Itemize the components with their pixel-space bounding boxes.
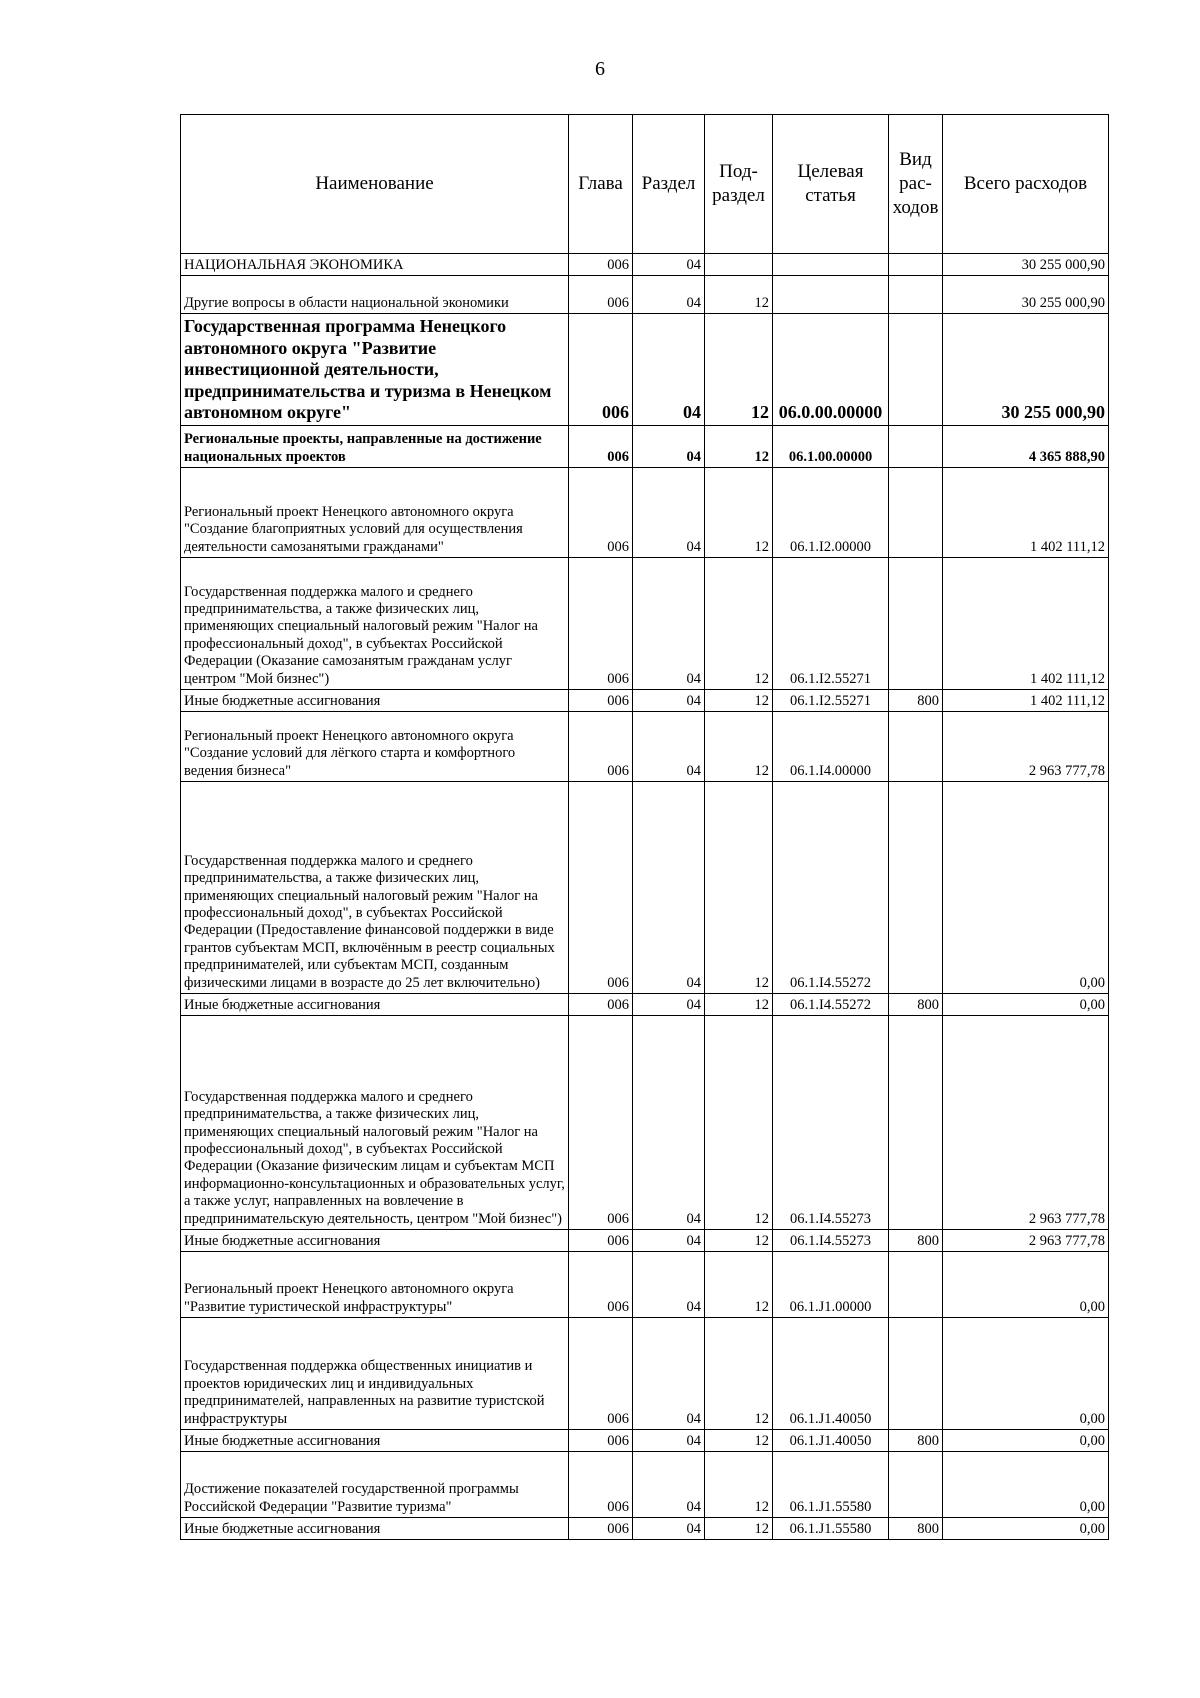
cell-glava: 006 <box>569 1518 633 1540</box>
cell-razdel: 04 <box>633 1452 705 1518</box>
cell-podrazdel: 12 <box>705 1452 773 1518</box>
cell-podrazdel <box>705 254 773 276</box>
cell-glava: 006 <box>569 690 633 712</box>
cell-name: Иные бюджетные ассигнования <box>181 1230 569 1252</box>
cell-podrazdel: 12 <box>705 1318 773 1430</box>
cell-total: 30 255 000,90 <box>943 276 1109 314</box>
cell-statya: 06.1.I4.55273 <box>773 1016 889 1230</box>
cell-name: Достижение показателей государственной программы Российской Федерации "Развитие туризма" <box>181 1452 569 1518</box>
cell-glava: 006 <box>569 712 633 782</box>
cell-podrazdel: 12 <box>705 276 773 314</box>
cell-total: 0,00 <box>943 994 1109 1016</box>
cell-podrazdel: 12 <box>705 782 773 994</box>
cell-razdel: 04 <box>633 1252 705 1318</box>
table-row <box>181 1318 1109 1430</box>
cell-total: 0,00 <box>943 1318 1109 1430</box>
cell-total: 1 402 111,12 <box>943 690 1109 712</box>
cell-total: 30 255 000,90 <box>943 314 1109 426</box>
cell-glava: 006 <box>569 1452 633 1518</box>
table-row <box>181 468 1109 558</box>
cell-glava: 006 <box>569 1230 633 1252</box>
cell-razdel: 04 <box>633 1230 705 1252</box>
cell-vid <box>889 426 943 468</box>
table-row <box>181 994 1109 1016</box>
cell-podrazdel: 12 <box>705 1230 773 1252</box>
cell-statya: 06.1.I4.00000 <box>773 712 889 782</box>
cell-podrazdel: 12 <box>705 558 773 690</box>
cell-vid: 800 <box>889 1230 943 1252</box>
cell-razdel: 04 <box>633 1518 705 1540</box>
cell-vid <box>889 782 943 994</box>
header-razdel: Раздел <box>633 115 705 254</box>
cell-razdel: 04 <box>633 712 705 782</box>
cell-name: Региональный проект Ненецкого автономного округа "Развитие туристической инфраструктуры" <box>181 1252 569 1318</box>
header-glava: Глава <box>569 115 633 254</box>
cell-podrazdel: 12 <box>705 1016 773 1230</box>
cell-name: Региональный проект Ненецкого автономного округа "Создание благоприятных условий для осуществления деятельности самозанятыми гражданами" <box>181 468 569 558</box>
cell-glava: 006 <box>569 314 633 426</box>
table-row <box>181 1518 1109 1540</box>
table-header <box>181 115 1109 254</box>
cell-name: НАЦИОНАЛЬНАЯ ЭКОНОМИКА <box>181 254 569 276</box>
cell-vid <box>889 468 943 558</box>
cell-statya: 06.1.J1.55580 <box>773 1452 889 1518</box>
table-row <box>181 276 1109 314</box>
table-row <box>181 1252 1109 1318</box>
cell-glava: 006 <box>569 468 633 558</box>
table-row <box>181 1430 1109 1452</box>
cell-vid <box>889 558 943 690</box>
table-row <box>181 254 1109 276</box>
cell-vid <box>889 254 943 276</box>
header-total: Всего расходов <box>943 115 1109 254</box>
table-row <box>181 1230 1109 1252</box>
cell-statya: 06.0.00.00000 <box>773 314 889 426</box>
table-row <box>181 558 1109 690</box>
table-row <box>181 712 1109 782</box>
cell-razdel: 04 <box>633 468 705 558</box>
cell-razdel: 04 <box>633 994 705 1016</box>
cell-name: Государственная поддержка общественных инициатив и проектов юридических лиц и индивидуальных предпринимателей, направленных на развитие туристской инфраструктуры <box>181 1318 569 1430</box>
cell-razdel: 04 <box>633 1318 705 1430</box>
cell-podrazdel: 12 <box>705 1252 773 1318</box>
cell-glava: 006 <box>569 1318 633 1430</box>
cell-glava: 006 <box>569 276 633 314</box>
cell-vid <box>889 1452 943 1518</box>
cell-vid: 800 <box>889 994 943 1016</box>
cell-vid <box>889 314 943 426</box>
cell-vid <box>889 1252 943 1318</box>
cell-statya <box>773 254 889 276</box>
cell-vid <box>889 712 943 782</box>
cell-podrazdel: 12 <box>705 1430 773 1452</box>
cell-statya: 06.1.I4.55272 <box>773 782 889 994</box>
cell-name: Государственная поддержка малого и среднего предпринимательства, а также физических лиц, применяющих специальный налоговый режим "Налог на профессиональный доход", в субъектах Российской Федерации (Предоставление финансовой поддержки в виде грантов субъектам МСП, включённым в реестр социальных предпринимателей, или субъектам МСП, созданным физическими лицами в возрасте до 25 лет включительно) <box>181 782 569 994</box>
cell-total: 1 402 111,12 <box>943 468 1109 558</box>
cell-total: 4 365 888,90 <box>943 426 1109 468</box>
cell-total: 30 255 000,90 <box>943 254 1109 276</box>
cell-name: Региональные проекты, направленные на достижение национальных проектов <box>181 426 569 468</box>
cell-name: Иные бюджетные ассигнования <box>181 1430 569 1452</box>
cell-razdel: 04 <box>633 690 705 712</box>
table-row <box>181 314 1109 426</box>
cell-podrazdel: 12 <box>705 1518 773 1540</box>
cell-name: Иные бюджетные ассигнования <box>181 994 569 1016</box>
page-number: 6 <box>595 58 605 80</box>
cell-vid: 800 <box>889 1518 943 1540</box>
cell-total: 0,00 <box>943 1252 1109 1318</box>
cell-glava: 006 <box>569 782 633 994</box>
cell-razdel: 04 <box>633 276 705 314</box>
table-row <box>181 426 1109 468</box>
cell-statya: 06.1.J1.55580 <box>773 1518 889 1540</box>
cell-podrazdel: 12 <box>705 690 773 712</box>
table-row <box>181 782 1109 994</box>
cell-podrazdel: 12 <box>705 994 773 1016</box>
header-podrazdel: Под- раздел <box>705 115 773 254</box>
cell-total: 0,00 <box>943 1518 1109 1540</box>
cell-name: Иные бюджетные ассигнования <box>181 690 569 712</box>
cell-podrazdel: 12 <box>705 468 773 558</box>
cell-statya <box>773 276 889 314</box>
cell-glava: 006 <box>569 1430 633 1452</box>
table-row <box>181 1452 1109 1518</box>
cell-name: Государственная программа Ненецкого автономного округа "Развитие инвестиционной деятельности, предпринимательства и туризма в Ненецком автономном округе" <box>181 314 569 426</box>
cell-name: Государственная поддержка малого и среднего предпринимательства, а также физических лиц, применяющих специальный налоговый режим "Налог на профессиональный доход", в субъектах Российской Федерации (Оказание самозанятым гражданам услуг центром "Мой бизнес") <box>181 558 569 690</box>
cell-vid <box>889 1016 943 1230</box>
cell-total: 2 963 777,78 <box>943 1230 1109 1252</box>
cell-total: 2 963 777,78 <box>943 1016 1109 1230</box>
cell-glava: 006 <box>569 1252 633 1318</box>
cell-total: 2 963 777,78 <box>943 712 1109 782</box>
cell-statya: 06.1.J1.40050 <box>773 1430 889 1452</box>
cell-total: 0,00 <box>943 1452 1109 1518</box>
cell-podrazdel: 12 <box>705 314 773 426</box>
cell-glava: 006 <box>569 994 633 1016</box>
cell-name: Региональный проект Ненецкого автономного округа "Создание условий для лёгкого старта и комфортного ведения бизнеса" <box>181 712 569 782</box>
cell-name: Другие вопросы в области национальной экономики <box>181 276 569 314</box>
header-statya: Целевая статья <box>773 115 889 254</box>
cell-total: 1 402 111,12 <box>943 558 1109 690</box>
cell-vid <box>889 276 943 314</box>
cell-statya: 06.1.00.00000 <box>773 426 889 468</box>
cell-podrazdel: 12 <box>705 712 773 782</box>
cell-statya: 06.1.J1.40050 <box>773 1318 889 1430</box>
cell-razdel: 04 <box>633 558 705 690</box>
cell-podrazdel: 12 <box>705 426 773 468</box>
cell-glava: 006 <box>569 426 633 468</box>
cell-statya: 06.1.J1.00000 <box>773 1252 889 1318</box>
cell-glava: 006 <box>569 254 633 276</box>
cell-razdel: 04 <box>633 1430 705 1452</box>
cell-statya: 06.1.I4.55273 <box>773 1230 889 1252</box>
cell-statya: 06.1.I4.55272 <box>773 994 889 1016</box>
cell-glava: 006 <box>569 1016 633 1230</box>
budget-table <box>180 114 1109 1540</box>
cell-statya: 06.1.I2.55271 <box>773 558 889 690</box>
cell-razdel: 04 <box>633 314 705 426</box>
cell-vid: 800 <box>889 1430 943 1452</box>
cell-razdel: 04 <box>633 254 705 276</box>
cell-name: Иные бюджетные ассигнования <box>181 1518 569 1540</box>
table-body <box>181 254 1109 1540</box>
cell-razdel: 04 <box>633 1016 705 1230</box>
cell-total: 0,00 <box>943 1430 1109 1452</box>
cell-statya: 06.1.I2.00000 <box>773 468 889 558</box>
header-vid: Вид рас- ходов <box>889 115 943 254</box>
cell-razdel: 04 <box>633 426 705 468</box>
table-row <box>181 1016 1109 1230</box>
cell-vid: 800 <box>889 690 943 712</box>
cell-vid <box>889 1318 943 1430</box>
header-name: Наименование <box>181 115 569 254</box>
table-row <box>181 690 1109 712</box>
cell-name: Государственная поддержка малого и среднего предпринимательства, а также физических лиц, применяющих специальный налоговый режим "Налог на профессиональный доход", в субъектах Российской Федерации (Оказание физическим лицам и субъектам МСП информационно-консультационных и образовательных услуг, а также услуг, направленных на вовлечение в предпринимательскую деятельность, центром "Мой бизнес") <box>181 1016 569 1230</box>
cell-razdel: 04 <box>633 782 705 994</box>
cell-total: 0,00 <box>943 782 1109 994</box>
cell-glava: 006 <box>569 558 633 690</box>
cell-statya: 06.1.I2.55271 <box>773 690 889 712</box>
